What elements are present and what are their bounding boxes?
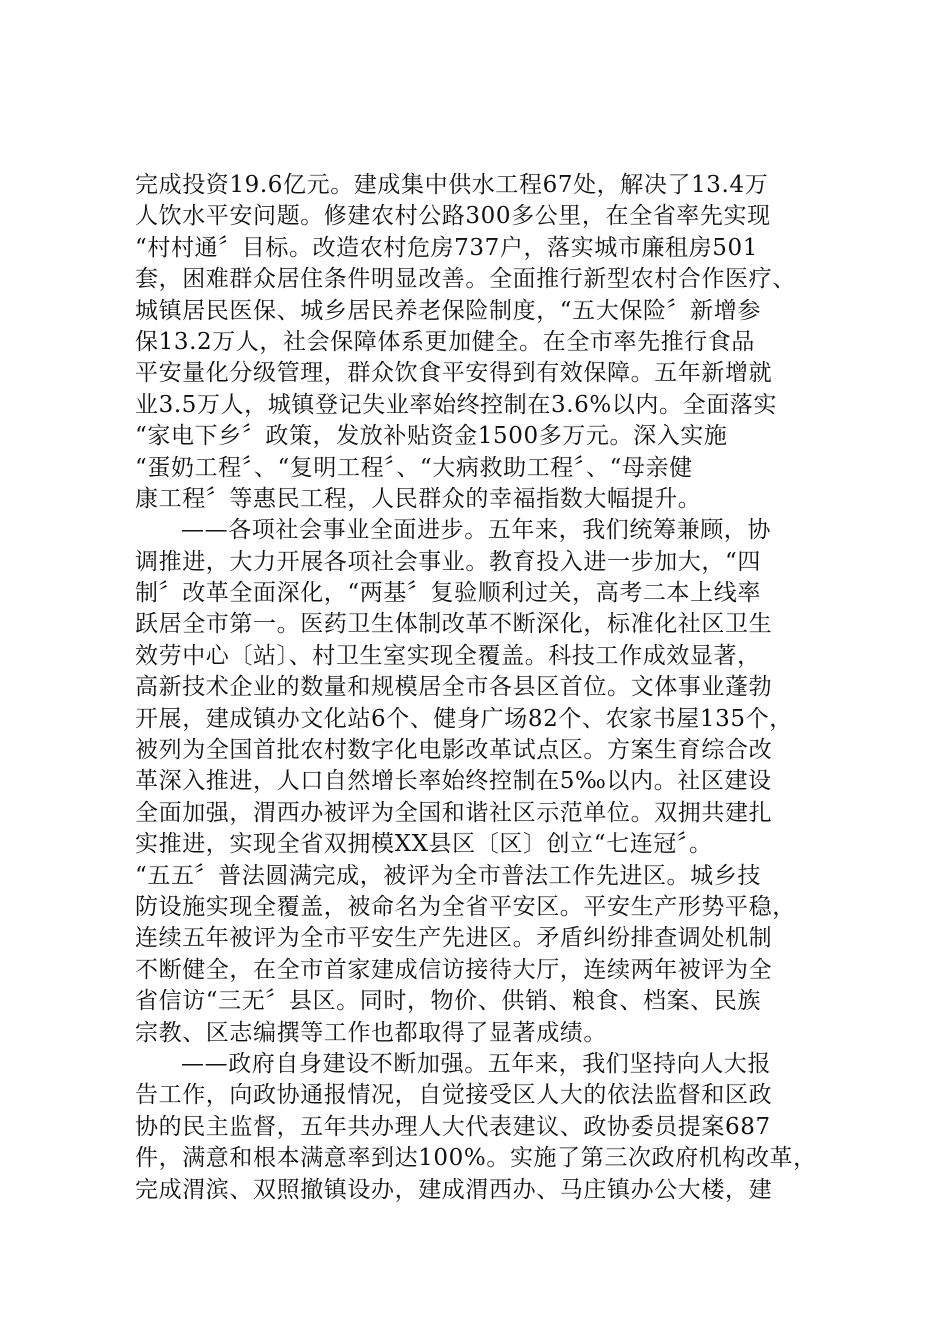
- text-line: 告工作，向政协通报情况，自觉接受区人大的依法监督和区政: [135, 1082, 773, 1109]
- text-line: 宗教、区志编撰等工作也都取得了显著成绩。: [135, 1019, 607, 1046]
- paragraph-start-line: ——政府自身建设不断加强。五年来，我们坚持向人大报: [181, 1050, 771, 1077]
- text-line: 跃居全市第一。医药卫生体制改革不断深化，标准化社区卫生: [135, 611, 773, 638]
- text-line: 完成投资19.6亿元。建成集中供水工程67处，解决了13.4万: [135, 172, 769, 198]
- text-line: “家电下乡〞政策，发放补贴资金1500多万元。深入实施: [135, 423, 728, 450]
- text-line: 业3.5万人，城镇登记失业率始终控制在3.6%以内。全面落实: [135, 391, 778, 418]
- text-line: 件，满意和根本满意率到达100%。实施了第三次政府机构改革，: [135, 1145, 817, 1172]
- body-text: [135, 170, 835, 1206]
- text-line: 高新技术企业的数量和规模居全市各县区首位。文体事业蓬勃: [135, 674, 773, 701]
- text-line: 开展，建成镇办文化站6个、健身广场82个、农家书屋135个，: [135, 705, 793, 732]
- text-line: 防设施实现全覆盖，被命名为全省平安区。平安生产形势平稳，: [135, 893, 796, 920]
- text-line: 效劳中心〔站〕、村卫生室实现全覆盖。科技工作成效显著，: [135, 642, 761, 669]
- text-line: 城镇居民医保、城乡居民养老保险制度，“五大保险〞新增参: [135, 297, 761, 324]
- text-line: 省信访“三无〞县区。同时，物价、供销、粮食、档案、民族: [135, 988, 761, 1015]
- text-line: 协的民主监督，五年共办理人大代表建议、政协委员提案687: [135, 1113, 771, 1140]
- text-line: “蛋奶工程〞、“复明工程〞、“大病救助工程〞、“母亲健: [135, 454, 693, 481]
- text-line: 平安量化分级管理，群众饮食平安得到有效保障。五年新增就: [135, 360, 773, 387]
- text-line: “五五〞普法圆满完成，被评为全市普法工作先进区。城乡技: [135, 862, 761, 889]
- text-line: 制〞改革全面深化，“两基〞复验顺利过关，高考二本上线率: [135, 580, 761, 607]
- text-line: 连续五年被评为全市平安生产先进区。矛盾纠纷排查调处机制: [135, 925, 773, 952]
- text-line: 实推进，实现全省双拥模XX县区〔区〕创立“七连冠〞。: [135, 831, 713, 858]
- text-line: 保13.2万人，社会保障体系更加健全。在全市率先推行食品: [135, 328, 756, 355]
- text-line: “村村通〞目标。改造农村危房737户，落实城市廉租房501: [135, 234, 758, 261]
- text-line: 革深入推进，人口自然增长率始终控制在5‰以内。社区建设: [135, 768, 772, 795]
- paragraph-start-line: ——各项社会事业全面进步。五年来，我们统筹兼顾，协: [181, 517, 771, 544]
- text-line: 康工程〞等惠民工程，人民群众的幸福指数大幅提升。: [135, 485, 702, 512]
- text-line: 被列为全国首批农村数字化电影改革试点区。方案生育综合改: [135, 737, 773, 764]
- text-line: 完成渭滨、双照撤镇设办，建成渭西办、马庄镇办公大楼，建: [135, 1176, 773, 1203]
- text-line: 不断健全，在全市首家建成信访接待大厅，连续两年被评为全: [135, 956, 773, 983]
- text-line: 全面加强，渭西办被评为全国和谐社区示范单位。双拥共建扎: [135, 799, 773, 826]
- text-line: 人饮水平安问题。修建农村公路300多公里，在全省率先实现: [135, 203, 771, 230]
- text-line: 套，困难群众居住条件明显改善。全面推行新型农村合作医疗、: [135, 266, 796, 293]
- text-line: 调推进，大力开展各项社会事业。教育投入进一步加大，“四: [135, 548, 761, 575]
